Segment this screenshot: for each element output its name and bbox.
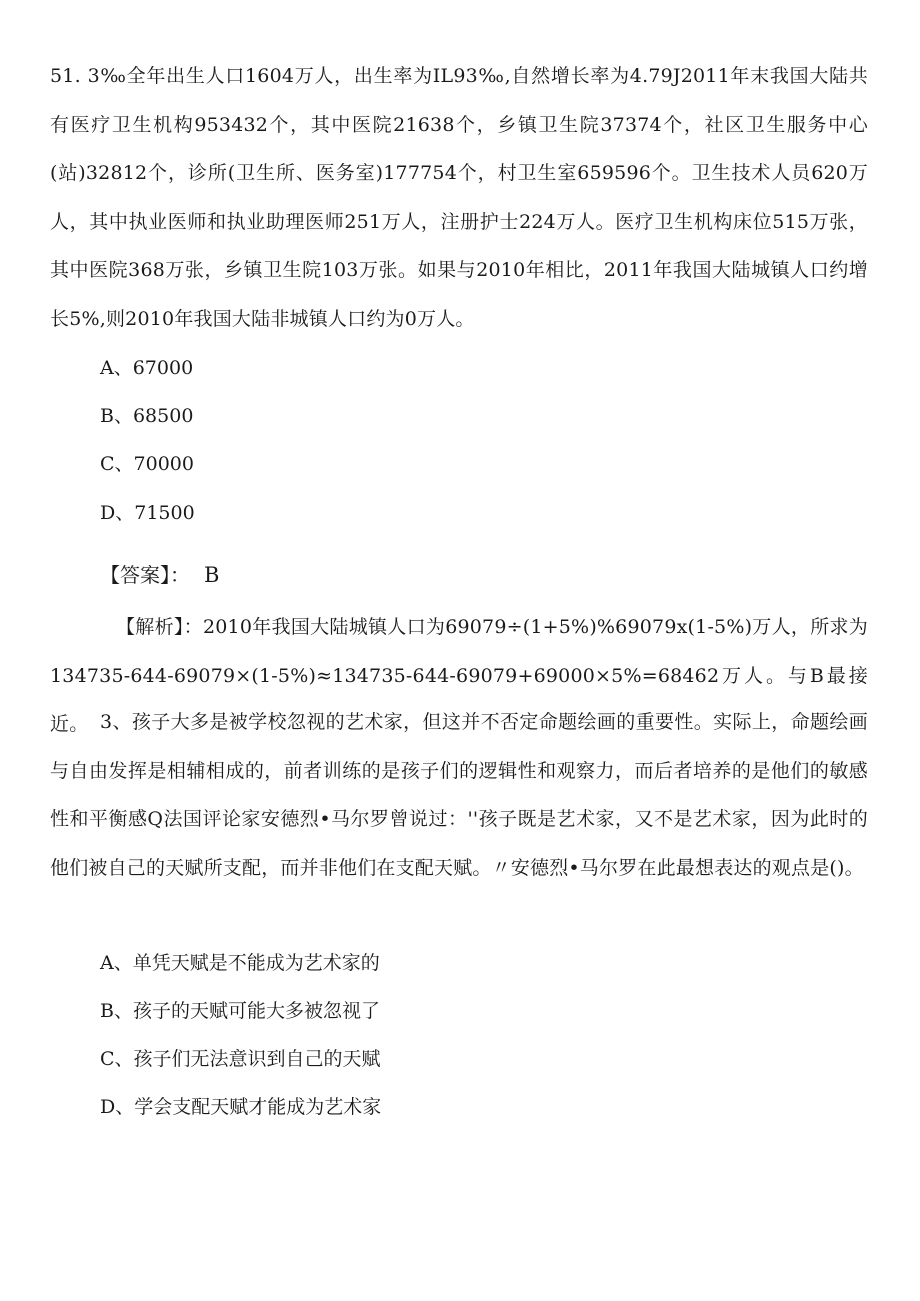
question-3-text: 3、孩子大多是被学校忽视的艺术家，但这并不否定命题绘画的重要性。实际上，命题绘画与自由发挥是相辅相成的，前者训练的是孩子们的逻辑性和观察力，而后者培养的是他们的敏感性和平衡感Q法国评论家安德烈•马尔罗曾说过：''孩子既是艺术家，又不是艺术家，因为此时的他们被自己的天赋所支配，而并非他们在支配天赋。〃安德烈•马尔罗在此最想表达的观点是()。 bbox=[50, 711, 868, 879]
answer-line bbox=[100, 558, 219, 592]
question-51-option-c: C、70000 bbox=[100, 453, 194, 475]
answer-value: B bbox=[204, 563, 220, 587]
question-3-option-b: B、孩子的天赋可能大多被忽视了 bbox=[100, 1000, 380, 1022]
question-3-option-d: D、学会支配天赋才能成为艺术家 bbox=[100, 1096, 382, 1118]
question-51-option-d: D、71500 bbox=[100, 502, 195, 524]
question-3-option-c: C、孩子们无法意识到自己的天赋 bbox=[100, 1048, 381, 1070]
question-3-option-a: A、单凭天赋是不能成为艺术家的 bbox=[100, 952, 380, 974]
question-51-text: 51. 3‰全年出生人口1604万人，出生率为IL93‰,自然增长率为4.79J2011年末我国大陆共有医疗卫生机构953432个，其中医院21638个，乡镇卫生院37374个，社区卫生服务中心(站)32812个，诊所(卫生所、医务室)177754个，村卫生室659596个。卫生技术人员620万人，其中执业医师和执业助理医师251万人，注册护士224万人。医疗卫生机构床位515万张，其中医院368万张，乡镇卫生院103万张。如果与2010年相比，2011年我国大陆城镇人口约增长5%,则2010年我国大陆非城镇人口约为0万人。 bbox=[50, 65, 868, 330]
analysis-text: 【解析】：2010年我国大陆城镇人口为69079÷(1+5%)%69079x(1-5%)万人，所求为134735-644-69079×(1-5%)≈134735-644-69079+69000×5%=68462万人。与B最接近。 bbox=[50, 616, 868, 735]
answer-label: 【答案】： bbox=[100, 563, 190, 587]
question-51-option-b: B、68500 bbox=[100, 405, 194, 427]
question-51-option-a: A、67000 bbox=[100, 357, 194, 379]
